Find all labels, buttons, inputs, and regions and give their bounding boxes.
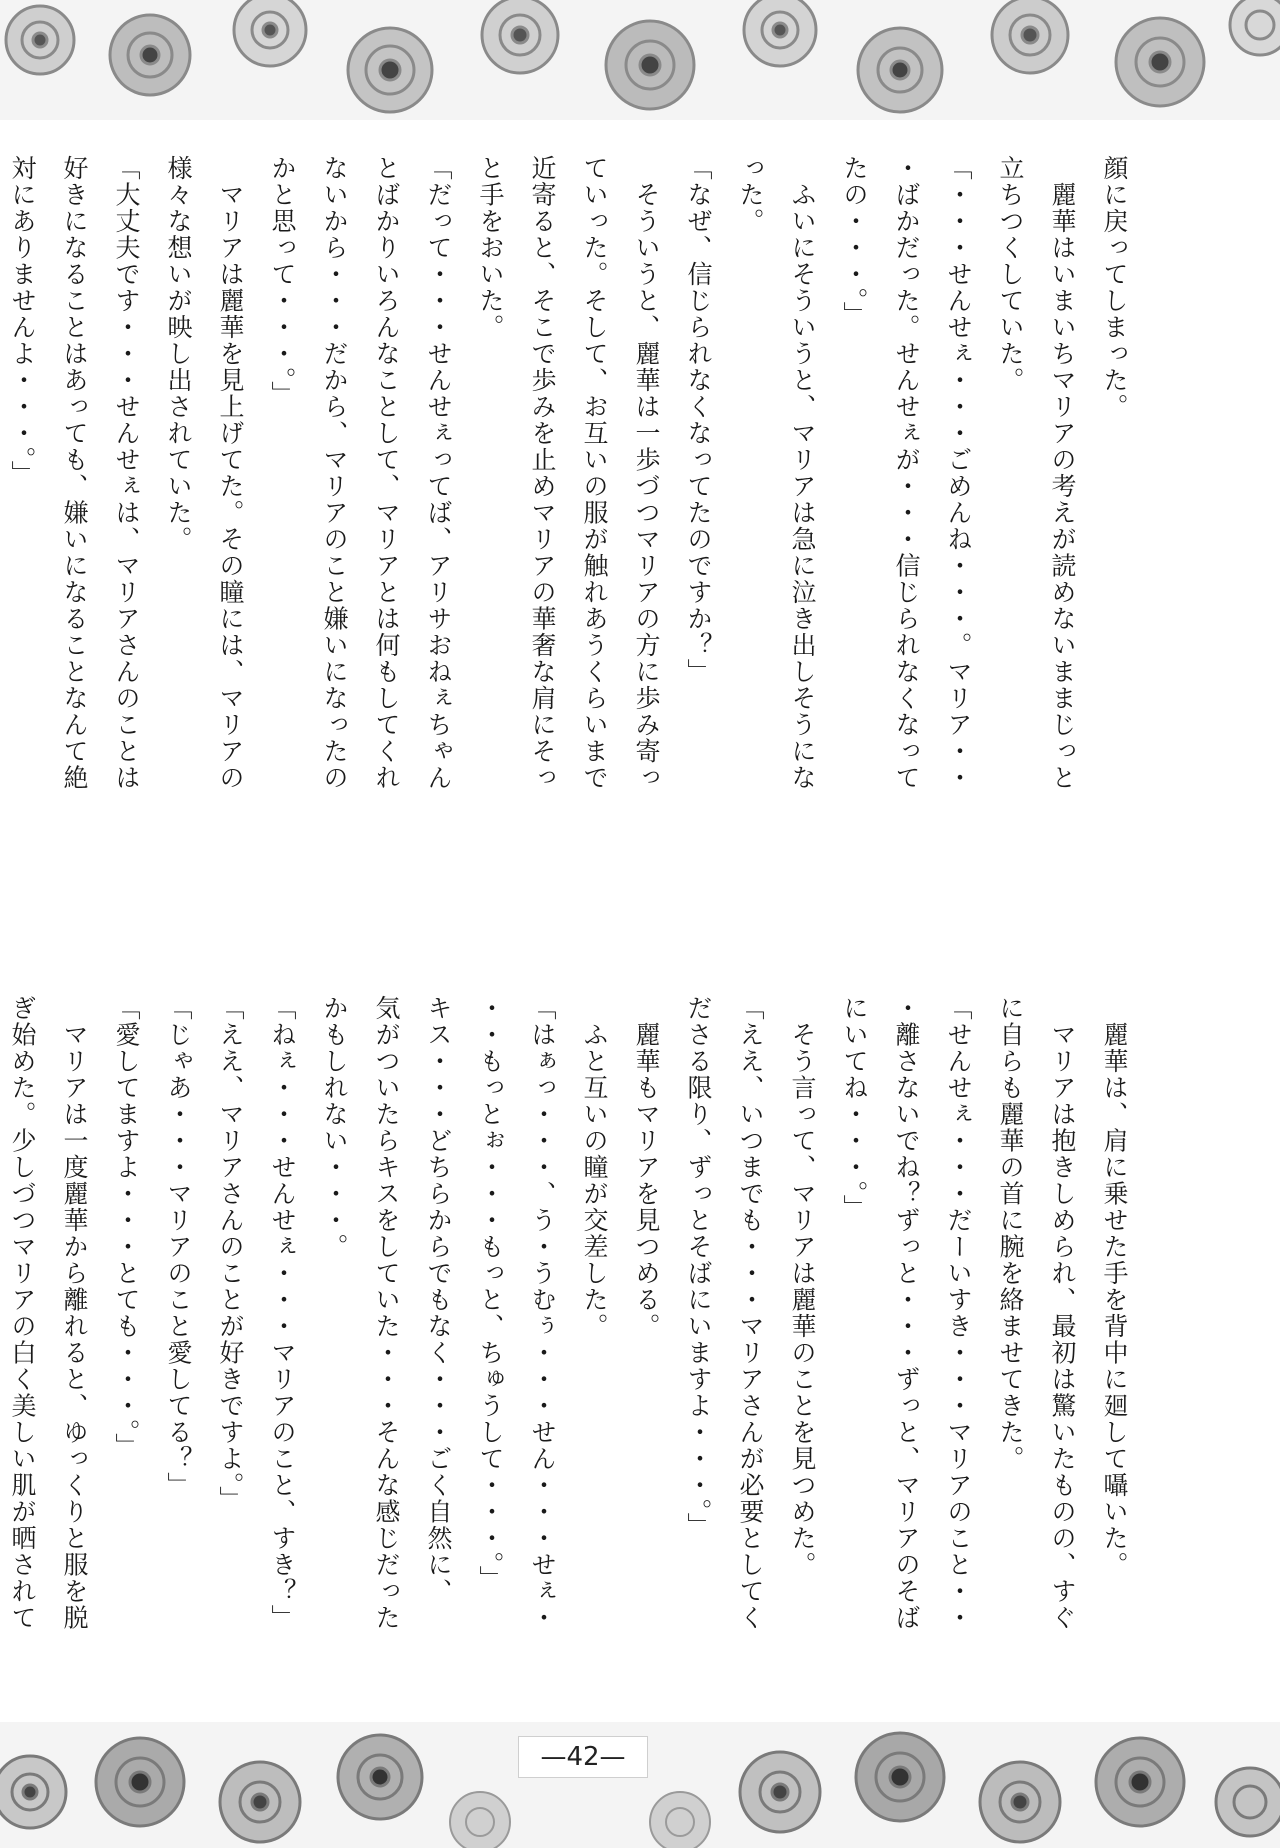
lower-text-line: かもしれない・・・。	[320, 995, 349, 1260]
upper-text-line: マリアは麗華を見上げてた。その瞳には、マリアの	[216, 155, 245, 791]
upper-text-line: 麗華はいまいちマリアの考えが読めないままじっと	[1048, 155, 1077, 791]
lower-text-line: そう言って、マリアは麗華のことを見つめた。	[788, 995, 817, 1578]
lower-text-line: 「ええ、いつまでも・・・マリアさんが必要としてく	[736, 995, 765, 1631]
lower-text-line: マリアは抱きしめられ、最初は驚いたものの、すぐ	[1048, 995, 1077, 1631]
lower-text-line: 気がついたらキスをしていた・・・そんな感じだった	[372, 995, 401, 1631]
upper-text-line: かと思って・・・。」	[268, 155, 297, 408]
lower-text-line: キス・・・どちらからでもなく・・・ごく自然に、	[424, 995, 453, 1605]
upper-text-line: と手をおいた。	[476, 155, 505, 341]
lower-text-line: 「せんせぇ・・・だーいすき・・・マリアのこと・・	[944, 995, 973, 1631]
upper-text-line: ないから・・・だから、マリアのこと嫌いになったの	[320, 155, 349, 791]
lower-text-line: ・離さないでね？ずっと・・・ずっと、マリアのそば	[892, 995, 921, 1631]
upper-text-line: 好きになることはあっても、嫌いになることなんて絶	[60, 155, 89, 791]
upper-text-line: たの・・・。」	[840, 155, 869, 328]
rose-pattern-top	[0, 0, 1280, 120]
upper-text-line: 立ちつくしていた。	[996, 155, 1025, 394]
lower-text-line: ・・もっとぉ・・・もっと、ちゅうして・・・。」	[476, 995, 505, 1592]
upper-text-line: とばかりいろんなことして、マリアとは何もしてくれ	[372, 155, 401, 791]
upper-text-line: った。	[736, 155, 765, 235]
upper-text-line: 様々な想いが映し出されていた。	[164, 155, 193, 553]
upper-text-line: ふいにそういうと、マリアは急に泣き出しそうにな	[788, 155, 817, 791]
upper-text-line: そういうと、麗華は一歩づつマリアの方に歩み寄っ	[632, 155, 661, 791]
upper-text-line: ・ばかだった。せんせぇが・・・信じられなくなって	[892, 155, 921, 791]
upper-text-line: 対にありませんよ・・・。」	[8, 155, 37, 487]
lower-text-line: 「愛してますよ・・・とても・・・。」	[112, 995, 141, 1460]
upper-text-line: 「だって・・・せんせぇってば、アリサおねぇちゃん	[424, 155, 453, 791]
lower-text-line: 麗華は、肩に乗せた手を背中に廻して囁いた。	[1100, 995, 1129, 1578]
lower-text-line: ださる限り、ずっとそばにいますよ・・・。」	[684, 995, 713, 1539]
body-text-upper	[8, 155, 1140, 880]
upper-text-line: 「・・・せんせぇ・・・ごめんね・・・。マリア・・	[944, 155, 973, 791]
body-text-lower	[8, 995, 1140, 1720]
lower-text-line: ぎ始めた。少しづつマリアの白く美しい肌が晒されて	[8, 995, 37, 1631]
upper-text-line: 近寄ると、そこで歩みを止めマリアの華奢な肩にそっ	[528, 155, 557, 791]
lower-text-line: にいてね・・・。」	[840, 995, 869, 1221]
page-number: —42—	[518, 1736, 648, 1778]
lower-text-line: マリアは一度麗華から離れると、ゆっくりと服を脱	[60, 995, 89, 1631]
lower-text-line: 「ええ、マリアさんのことが好きですよ。」	[216, 995, 245, 1513]
lower-text-line: 麗華もマリアを見つめる。	[632, 995, 661, 1340]
lower-text-line: 「じゃあ・・・マリアのこと愛してる？」	[164, 995, 193, 1499]
lower-text-line: 「ねぇ・・・せんせぇ・・・マリアのこと、すき？」	[268, 995, 297, 1631]
upper-text-line: ていった。そして、お互いの服が触れあうくらいまで	[580, 155, 609, 791]
rose-border-top	[0, 0, 1280, 120]
upper-text-line: 「なぜ、信じられなくなってたのですか？」	[684, 155, 713, 685]
lower-text-line: に自らも麗華の首に腕を絡ませてきた。	[996, 995, 1025, 1472]
upper-text-line: 顔に戻ってしまった。	[1100, 155, 1129, 420]
lower-text-line: 「はぁっ・・・、う・うむぅ・・・せん・・・せぇ・	[528, 995, 557, 1631]
upper-text-line: 「大丈夫です・・・せんせぇは、マリアさんのことは	[112, 155, 141, 791]
lower-text-line: ふと互いの瞳が交差した。	[580, 995, 609, 1340]
